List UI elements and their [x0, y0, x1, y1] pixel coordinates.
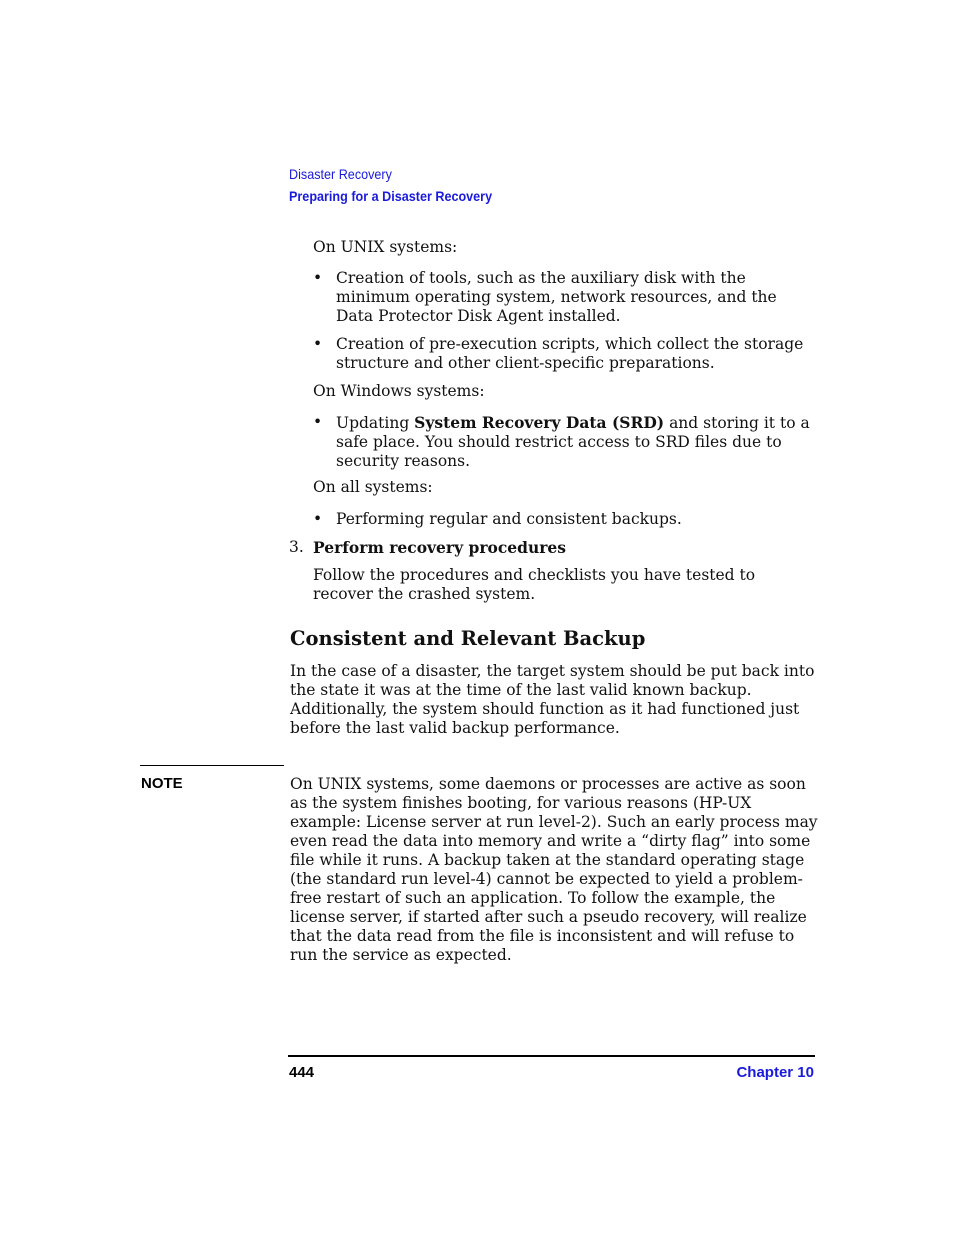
list-item — [313, 413, 818, 470]
list-item — [313, 269, 818, 326]
page-number: 444 — [289, 1064, 315, 1081]
note-rule — [140, 765, 284, 766]
list-item-text: Performing regular and consistent backups. — [336, 510, 682, 528]
srd-term: System Recovery Data (SRD) — [414, 413, 665, 432]
section-heading: Consistent and Relevant Backup — [290, 627, 646, 650]
bullet-glyph: • — [313, 510, 323, 528]
footer-rule — [288, 1055, 815, 1057]
all-intro: On all systems: — [313, 478, 433, 496]
breadcrumb-chapter[interactable]: Disaster Recovery — [289, 166, 392, 182]
breadcrumb-section[interactable]: Preparing for a Disaster Recovery — [289, 188, 493, 204]
bullet-glyph: • — [313, 335, 323, 353]
step-title: Perform recovery procedures — [313, 538, 566, 557]
note-label: NOTE — [141, 775, 183, 792]
list-item-text: Creation of pre-execution scripts, which collect the storage structure and other client-specific preparations. — [336, 335, 804, 372]
bullet-glyph: • — [313, 413, 323, 431]
note-text: On UNIX systems, some daemons or processes are active as soon as the system finishes booting, for various reasons (HP-UX example: License server at run level-2). Such an early process may even read the data into memory and write a “dirty flag” into some file while it runs. A backup taken at the standard operating stage (the standard run level-4) cannot be expected to yield a problem-free restart of such an application. To follow the example, the license server, if started after such a pseudo recovery, will realize that the data read from the file is inconsistent and will refuse to run the service as expected. — [290, 775, 818, 964]
bullet-glyph: • — [313, 269, 323, 287]
list-item — [313, 335, 818, 373]
list-item-text: Updating System Recovery Data (SRD) and storing it to a safe place. You should restrict access to SRD files due to security reasons. — [336, 413, 810, 470]
windows-intro: On Windows systems: — [313, 382, 485, 400]
list-item-text: Creation of tools, such as the auxiliary disk with the minimum operating system, network resources, and the Data Protector Disk Agent installed. — [336, 269, 777, 325]
step-text: Follow the procedures and checklists you have tested to recover the crashed system. — [313, 566, 756, 603]
step-number: 3. — [289, 538, 304, 556]
section-paragraph: In the case of a disaster, the target system should be put back into the state it was at the time of the last valid known backup. Additionally, the system should function as it had functioned just before the last valid backup performance. — [290, 662, 815, 737]
unix-intro: On UNIX systems: — [313, 238, 458, 256]
list-item — [313, 510, 818, 529]
chapter-link[interactable]: Chapter 10 — [736, 1064, 814, 1081]
